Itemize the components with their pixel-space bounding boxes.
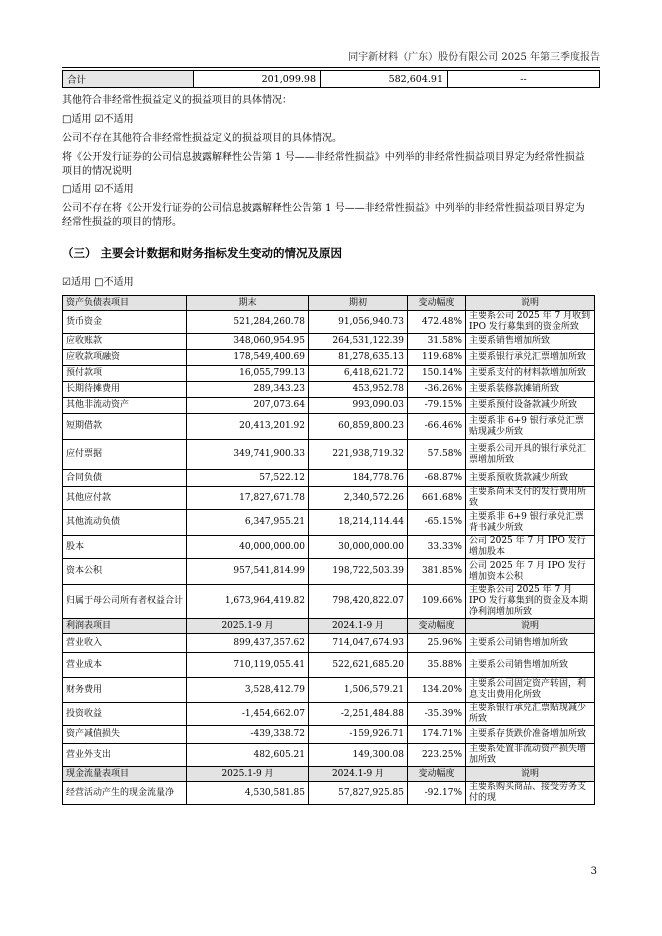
table-row (63, 703, 595, 726)
cell-note: 主要系销售增加所致 (466, 334, 595, 350)
cell-note: 主要系公司销售增加所致 (466, 653, 595, 678)
cell-change: 174.71% (408, 726, 466, 744)
column-header-previous: 2024.1-9 月 (309, 619, 408, 634)
cell-note: 公司 2025 年 7 月 IPO 发行增加资本公积 (466, 559, 595, 585)
cell-current: 710,119,055.41 (187, 653, 309, 678)
table-row (63, 366, 595, 382)
cell-previous: 18,214,114.44 (309, 510, 408, 536)
table-row (63, 414, 595, 440)
cell-change: -68.87% (408, 470, 466, 487)
cell-item: 营业收入 (63, 634, 187, 653)
table-row (63, 350, 595, 366)
cell-previous: 264,531,122.39 (309, 334, 408, 350)
cell-note: 主要系装修款摊销所致 (466, 382, 595, 398)
cell-change: -35.39% (408, 703, 466, 726)
cell-previous: 714,047,674.93 (309, 634, 408, 653)
table-row (63, 334, 595, 350)
cell-change: -65.15% (408, 510, 466, 536)
cell-item: 短期借款 (63, 414, 187, 440)
cell-item: 应付票据 (63, 440, 187, 470)
cell-current: 3,528,412.79 (187, 678, 309, 703)
cell-previous: 30,000,000.00 (309, 536, 408, 559)
table-row (63, 398, 595, 414)
total-value-1: 201,099.98 (194, 71, 321, 88)
cell-previous: 91,056,940.73 (309, 311, 408, 334)
cell-previous: 453,952.78 (309, 382, 408, 398)
cell-item: 预付款项 (63, 366, 187, 382)
cell-note: 主要系支付的材料款增加所致 (466, 366, 595, 382)
table-row (63, 382, 595, 398)
paragraph-reclassification: 将《公开发行证券的公司信息披露解释性公告第 1 号——非经常性损益》中列举的非经常性损益项目界定为经常性损益项目的情况说明 (62, 152, 585, 177)
cell-item: 其他应付款 (63, 487, 187, 510)
section-title: （三） 主要会计数据和财务指标发生变动的情况及原因 (62, 246, 343, 260)
cell-item: 股本 (63, 536, 187, 559)
paragraph-other-items: 其他符合非经常性损益定义的损益项目的具体情况： (62, 95, 292, 106)
table-row (63, 726, 595, 744)
cell-item: 应收账款 (63, 334, 187, 350)
paragraph-no-other-items: 公司不存在其他符合非经常性损益定义的损益项目的具体情况。 (62, 133, 342, 144)
cell-note: 主要系银行承兑汇票增加所致 (466, 350, 595, 366)
total-row (63, 71, 600, 88)
cell-previous: 6,418,621.72 (309, 366, 408, 382)
table-row (63, 559, 595, 585)
cell-change: 223.25% (408, 744, 466, 767)
column-header-current: 2025.1-9 月 (187, 619, 309, 634)
column-header-item: 利润表项目 (63, 619, 187, 634)
cell-note: 主要系银行承兑汇票贴现减少所致 (466, 703, 595, 726)
cell-note: 主要系预收货款减少所致 (466, 470, 595, 487)
cell-item: 归属于母公司所有者权益合计 (63, 585, 187, 619)
total-table (62, 70, 600, 88)
cell-item: 其他非流动资产 (63, 398, 187, 414)
cell-item: 财务费用 (63, 678, 187, 703)
table-row (63, 440, 595, 470)
cell-current: 899,437,357.62 (187, 634, 309, 653)
cell-previous: 184,778.76 (309, 470, 408, 487)
section-applicability: ☑适用 □不适用 (62, 277, 134, 288)
cell-item: 营业成本 (63, 653, 187, 678)
table-row (63, 470, 595, 487)
cell-previous: 60,859,800.23 (309, 414, 408, 440)
cell-note: 主要系公司销售增加所致 (466, 634, 595, 653)
column-header-note: 说明 (466, 296, 595, 311)
column-header-change: 变动幅度 (408, 296, 466, 311)
cell-change: -92.17% (408, 782, 466, 805)
table-section-header (63, 296, 595, 311)
cell-current: 289,343.23 (187, 382, 309, 398)
cell-change: 472.48% (408, 311, 466, 334)
cell-note: 主要系非 6+9 银行承兑汇票贴现减少所致 (466, 414, 595, 440)
cell-current: 1,673,964,419.82 (187, 585, 309, 619)
cell-current: 348,060,954.95 (187, 334, 309, 350)
column-header-item: 现金流量表项目 (63, 767, 187, 782)
table-row (63, 510, 595, 536)
cell-current: 6,347,955.21 (187, 510, 309, 536)
column-header-note: 说明 (466, 767, 595, 782)
cell-previous: 81,278,635.13 (309, 350, 408, 366)
cell-current: 4,530,581.85 (187, 782, 309, 805)
cell-current: -439,338.72 (187, 726, 309, 744)
cell-note: 主要系购买商品、接受劳务支付的现 (466, 782, 595, 805)
table-row (63, 536, 595, 559)
cell-change: 31.58% (408, 334, 466, 350)
cell-note: 主要系尚未支付的发行费用所致 (466, 487, 595, 510)
column-header-current: 期末 (187, 296, 309, 311)
cell-current: 349,741,900.33 (187, 440, 309, 470)
cell-note: 主要系非 6+9 银行承兑汇票背书减少所致 (466, 510, 595, 536)
total-label: 合计 (63, 71, 194, 88)
cell-current: 17,827,671.78 (187, 487, 309, 510)
column-header-current: 2025.1-9 月 (187, 767, 309, 782)
report-header (62, 48, 600, 68)
column-header-previous: 期初 (309, 296, 408, 311)
column-header-change: 变动幅度 (408, 767, 466, 782)
page-number: 3 (590, 866, 597, 877)
cell-item: 货币资金 (63, 311, 187, 334)
table-row (63, 634, 595, 653)
cell-previous: 993,090.03 (309, 398, 408, 414)
column-header-previous: 2024.1-9 月 (309, 767, 408, 782)
cell-item: 应收款项融资 (63, 350, 187, 366)
cell-item: 其他流动负债 (63, 510, 187, 536)
cell-note: 主要系公司开具的银行承兑汇票增加所致 (466, 440, 595, 470)
cell-item: 长期待摊费用 (63, 382, 187, 398)
report-header-title: 同宇新材料（广东）股份有限公司 2025 年第三季度报告 (348, 52, 600, 63)
cell-change: 57.58% (408, 440, 466, 470)
cell-item: 合同负债 (63, 470, 187, 487)
cell-current: 57,522.12 (187, 470, 309, 487)
table-row (63, 487, 595, 510)
cell-previous: 149,300.08 (309, 744, 408, 767)
cell-change: 134.20% (408, 678, 466, 703)
cell-note: 主要系公司 2025 年 7 月 IPO 发行募集到的资金及本期净利润增加所致 (466, 585, 595, 619)
total-value-3: -- (448, 71, 600, 88)
cell-previous: 221,938,719.32 (309, 440, 408, 470)
cell-previous: 57,827,925.85 (309, 782, 408, 805)
applicability-1: □适用 ☑不适用 (62, 114, 134, 125)
cell-current: 20,413,201.92 (187, 414, 309, 440)
cell-current: -1,454,662.07 (187, 703, 309, 726)
cell-change: 381.85% (408, 559, 466, 585)
cell-previous: 198,722,503.39 (309, 559, 408, 585)
cell-current: 178,549,400.69 (187, 350, 309, 366)
table-section-header (63, 619, 595, 634)
cell-current: 482,605.21 (187, 744, 309, 767)
cell-note: 主要系处置非流动资产损失增加所致 (466, 744, 595, 767)
cell-previous: 1,506,579.21 (309, 678, 408, 703)
cell-item: 资产减值损失 (63, 726, 187, 744)
cell-change: 35.88% (408, 653, 466, 678)
paragraph-no-reclassification: 公司不存在将《公开发行证券的公司信息披露解释性公告第 1 号——非经常性损益》中列举的非经常性损益项目界定为经常性损益的项目的情形。 (62, 203, 585, 228)
cell-note: 主要系公司 2025 年 7 月收到 IPO 发行募集到的资金所致 (466, 311, 595, 334)
column-header-item: 资产负债表项目 (63, 296, 187, 311)
cell-change: 109.66% (408, 585, 466, 619)
cell-item: 投资收益 (63, 703, 187, 726)
table-row (63, 653, 595, 678)
table-row (63, 782, 595, 805)
table-section-header (63, 767, 595, 782)
applicability-2: □适用 ☑不适用 (62, 184, 134, 195)
table-row (63, 585, 595, 619)
cell-change: 33.33% (408, 536, 466, 559)
financial-changes-table (62, 295, 595, 805)
cell-current: 521,284,260.78 (187, 311, 309, 334)
cell-current: 957,541,814.99 (187, 559, 309, 585)
cell-item: 资本公积 (63, 559, 187, 585)
cell-previous: -159,926.71 (309, 726, 408, 744)
column-header-change: 变动幅度 (408, 619, 466, 634)
cell-current: 16,055,799.13 (187, 366, 309, 382)
table-row (63, 678, 595, 703)
cell-previous: 798,420,822.07 (309, 585, 408, 619)
cell-item: 经营活动产生的现金流量净 (63, 782, 187, 805)
cell-change: -36.26% (408, 382, 466, 398)
cell-current: 207,073.64 (187, 398, 309, 414)
total-value-2: 582,604.91 (321, 71, 448, 88)
cell-note: 主要系公司固定资产转固，利息支出费用化所致 (466, 678, 595, 703)
cell-note: 公司 2025 年 7 月 IPO 发行增加股本 (466, 536, 595, 559)
cell-previous: 2,340,572.26 (309, 487, 408, 510)
cell-change: 150.14% (408, 366, 466, 382)
cell-note: 主要系存货跌价准备增加所致 (466, 726, 595, 744)
cell-previous: 522,621,685.20 (309, 653, 408, 678)
cell-change: -66.46% (408, 414, 466, 440)
cell-previous: -2,251,484.88 (309, 703, 408, 726)
table-row (63, 311, 595, 334)
column-header-note: 说明 (466, 619, 595, 634)
table-row (63, 744, 595, 767)
cell-note: 主要系预付设备款减少所致 (466, 398, 595, 414)
cell-change: 661.68% (408, 487, 466, 510)
cell-change: 25.96% (408, 634, 466, 653)
cell-current: 40,000,000.00 (187, 536, 309, 559)
cell-item: 营业外支出 (63, 744, 187, 767)
cell-change: 119.68% (408, 350, 466, 366)
cell-change: -79.15% (408, 398, 466, 414)
